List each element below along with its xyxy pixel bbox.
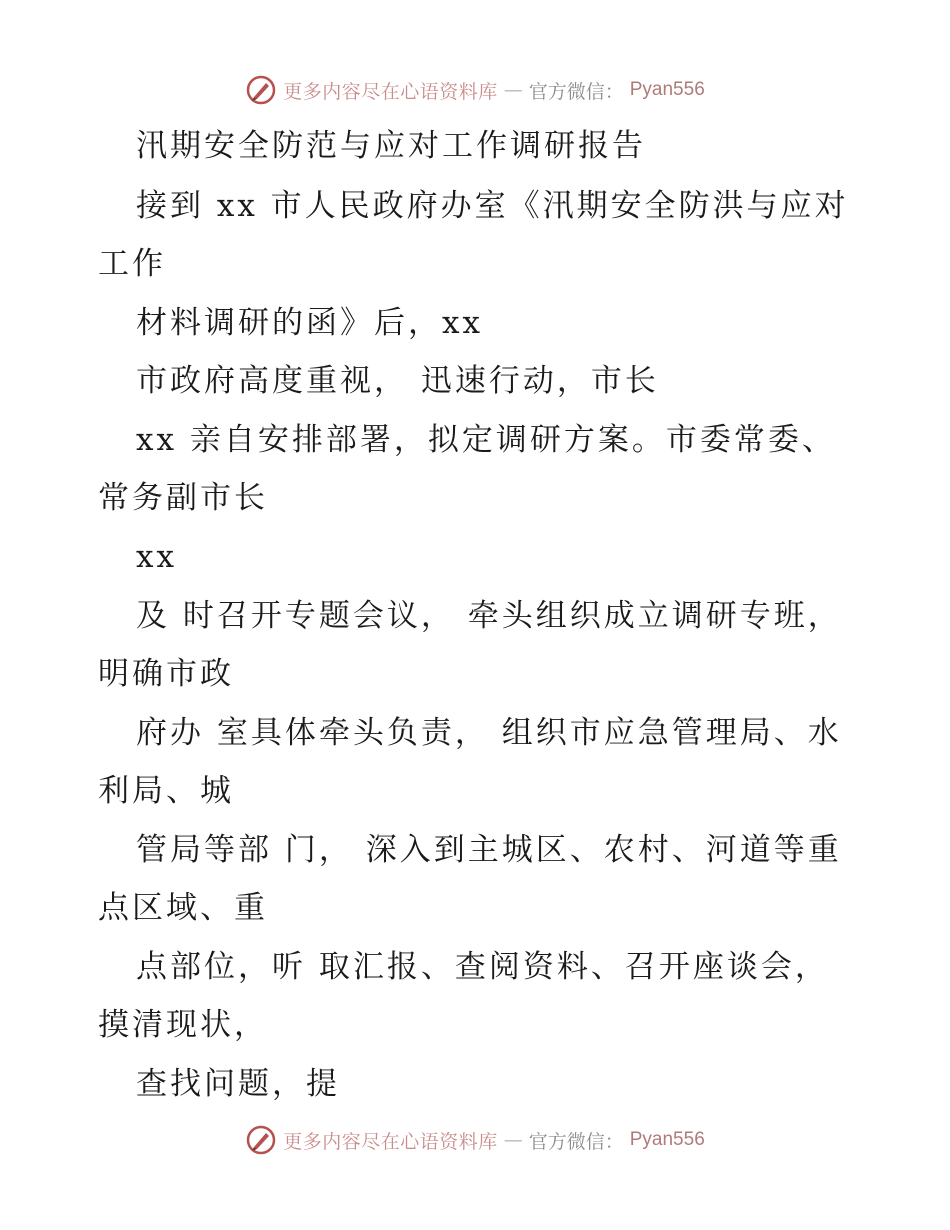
watermark-site-text: 更多内容尽在心语资料库 <box>283 1130 498 1153</box>
paragraph-line: 查找问题，提 <box>136 1066 340 1102</box>
paragraph-line: 利局、城 <box>98 773 234 809</box>
paragraph-line: 常务副市长 <box>98 480 268 516</box>
document-title: 汛期安全防范与应对工作调研报告 <box>136 128 646 164</box>
paragraph-line: 府办 室具体牵头负责， 组织市应急管理局、水 <box>136 715 842 751</box>
paragraph-line: 摸清现状， <box>98 1007 268 1043</box>
watermark-footer <box>0 1120 950 1160</box>
watermark-separator: — <box>503 1129 523 1151</box>
watermark-wechat-id: Pyan556 <box>629 79 705 100</box>
watermark-wechat-id: Pyan556 <box>629 1129 705 1150</box>
watermark-site-text: 更多内容尽在心语资料库 <box>283 80 498 103</box>
watermark-separator: — <box>503 79 523 101</box>
paragraph-line: 材料调研的函》后，xx <box>136 305 483 341</box>
paragraph-line: 及 时召开专题会议， 牵头组织成立调研专班， <box>136 598 842 634</box>
paragraph-line: xx 亲自安排部署，拟定调研方案。市委常委、 <box>136 422 836 458</box>
paragraph-line: 接到 xx 市人民政府办室《汛期安全防洪与应对 <box>136 188 849 224</box>
paragraph-line: 市政府高度重视， 迅速行动，市长 <box>136 363 659 399</box>
paragraph-line: xx <box>136 539 177 575</box>
paragraph-line: 明确市政 <box>98 656 234 692</box>
paragraph-line: 点区域、重 <box>98 890 268 926</box>
paragraph-line: 点部位，听 取汇报、查阅资料、召开座谈会， <box>136 949 829 985</box>
watermark-official-label: 官方微信： <box>528 80 624 103</box>
watermark-header <box>0 70 950 110</box>
pen-logo-icon <box>245 1124 277 1156</box>
pen-logo-icon <box>245 74 277 106</box>
paragraph-line: 管局等部 门， 深入到主城区、农村、河道等重 <box>136 832 842 868</box>
watermark-official-label: 官方微信： <box>528 1130 624 1153</box>
paragraph-line: 工作 <box>98 246 166 282</box>
